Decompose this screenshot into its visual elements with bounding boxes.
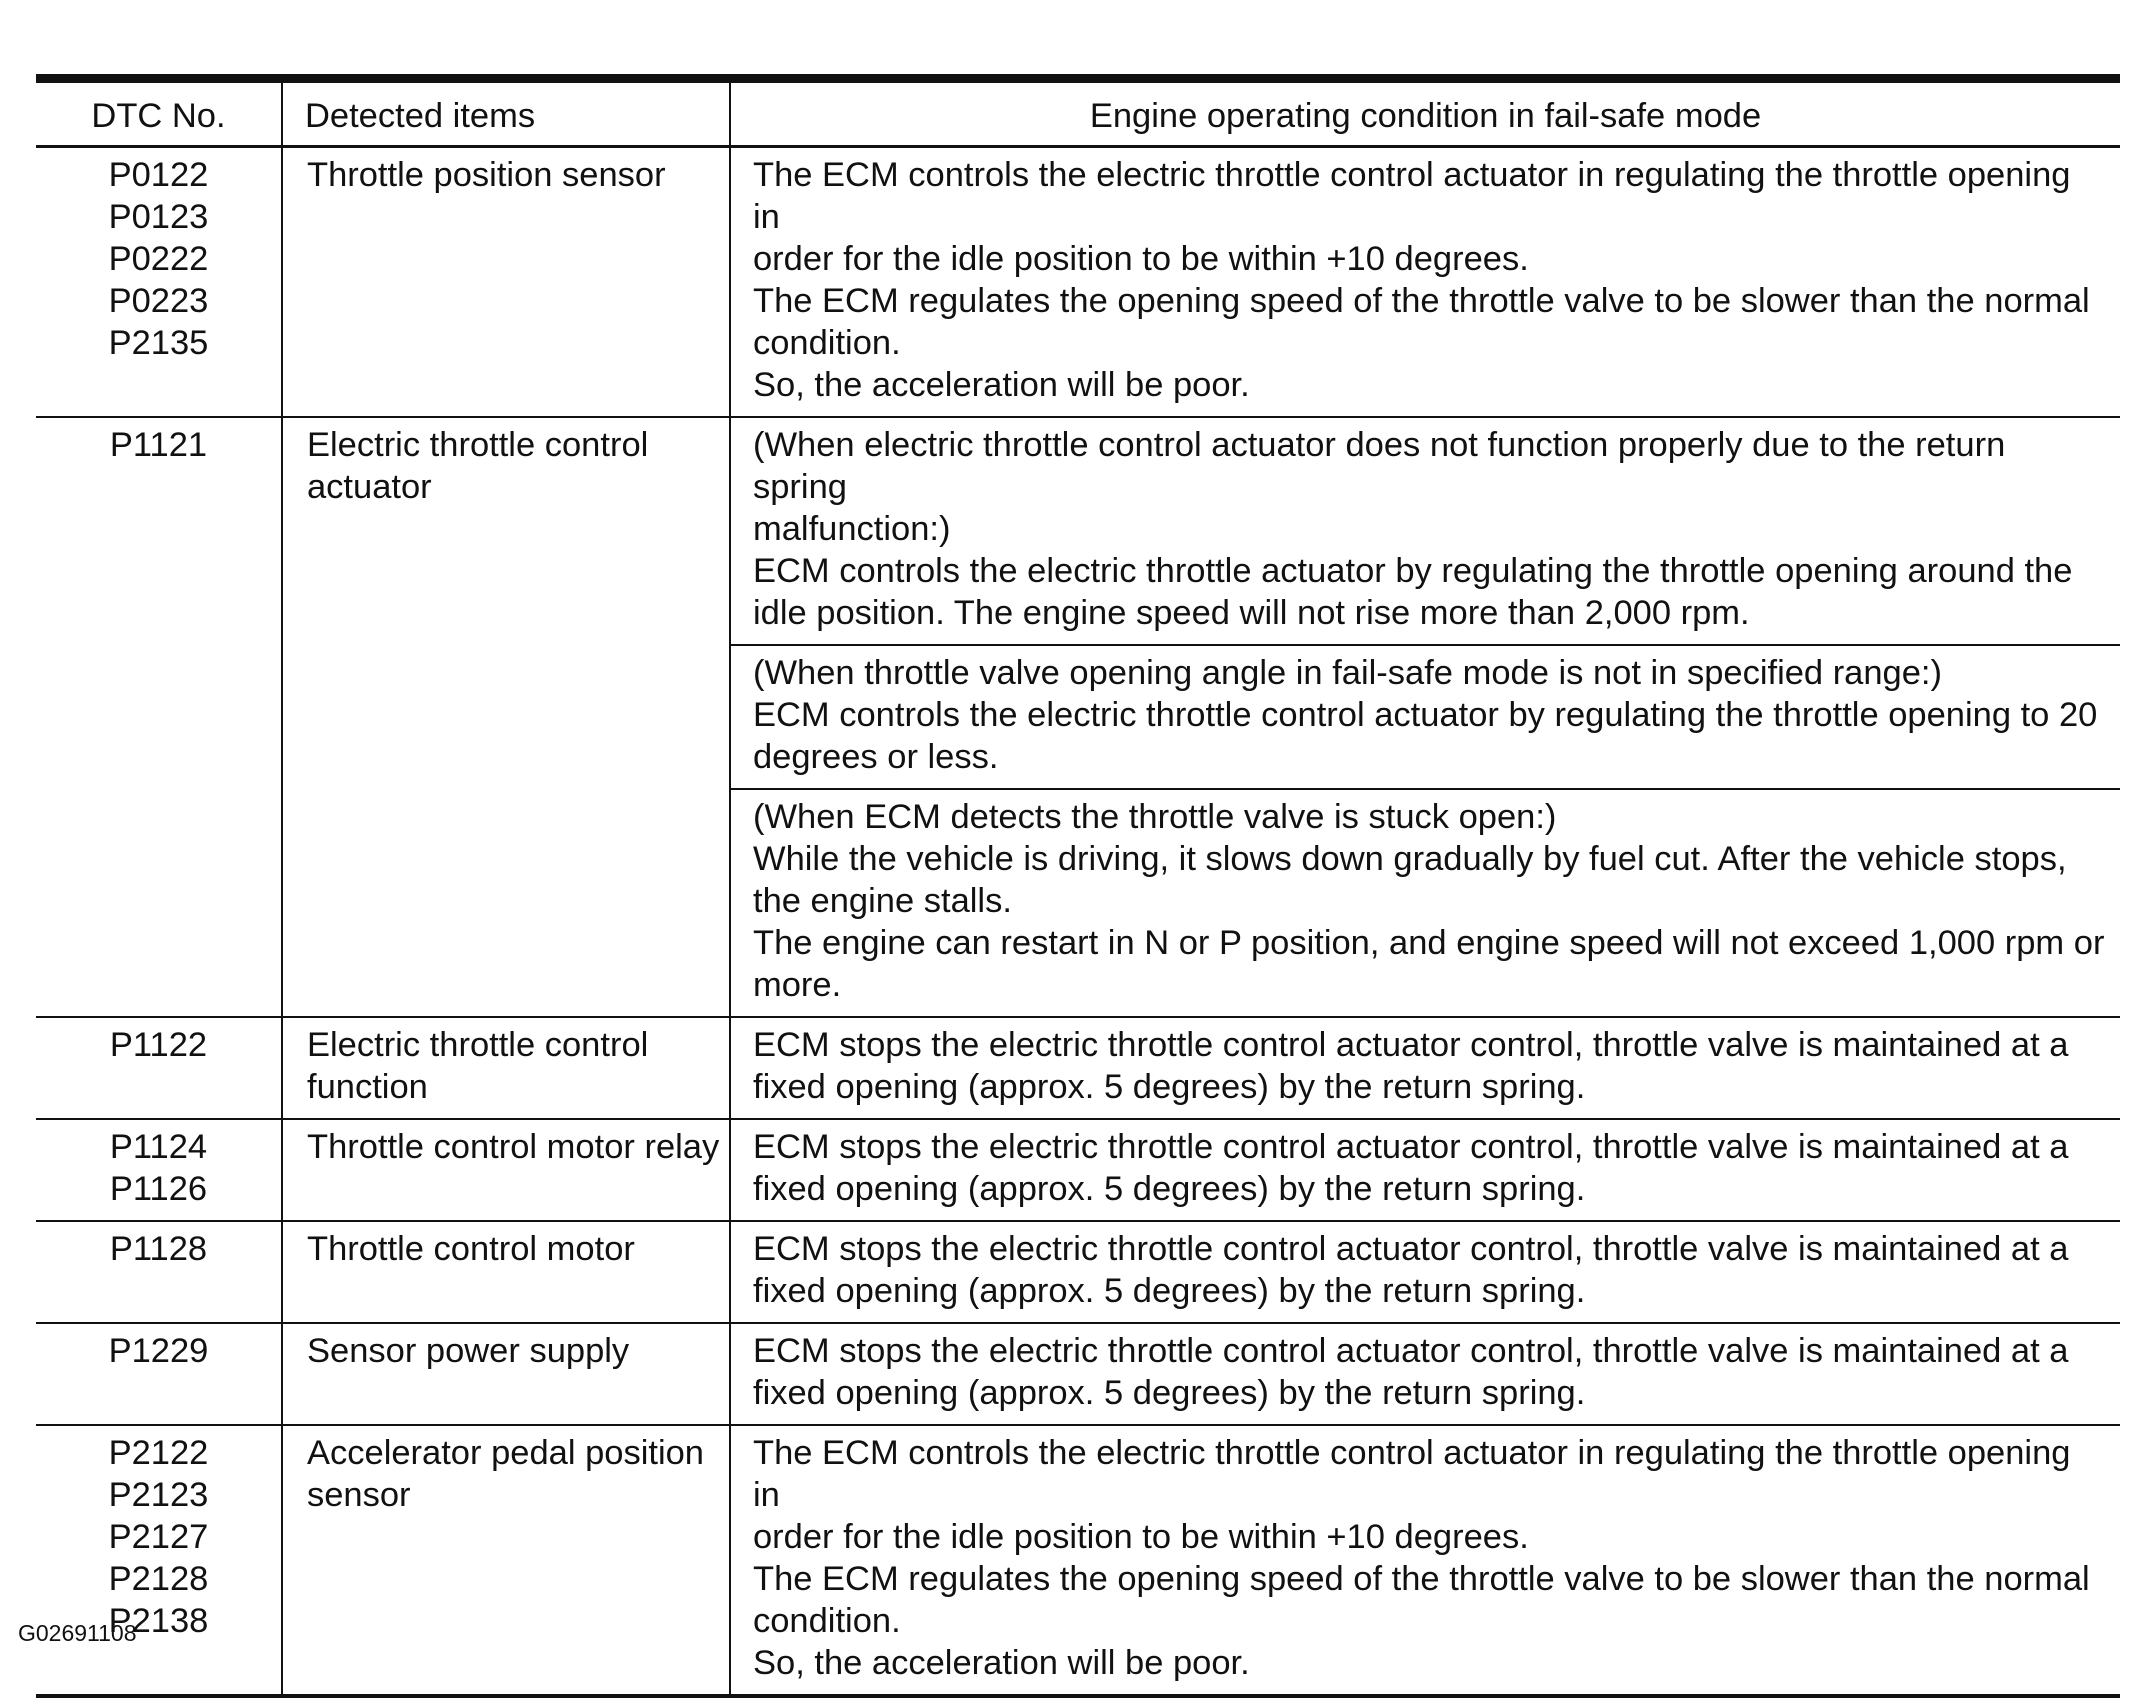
dtc-code: P2123: [108, 1476, 209, 1514]
condition-text: (When throttle valve opening angle in fail-safe mode is not in specified range:): [753, 654, 1943, 692]
condition-text: fixed opening (approx. 5 degrees) by the return spring.: [753, 1068, 1586, 1106]
condition-text: ECM stops the electric throttle control actuator control, throttle valve is maintained at a: [753, 1026, 2069, 1064]
condition-text: (When ECM detects the throttle valve is stuck open:): [753, 798, 1557, 836]
dtc-code-cell: [36, 1425, 282, 1696]
table-row: [36, 1119, 2120, 1221]
condition-text: (When electric throttle control actuator does not function properly due to the return spring: [753, 426, 2006, 506]
condition-text: The ECM controls the electric throttle control actuator in regulating the throttle opening in: [753, 156, 2071, 236]
condition-text: ECM stops the electric throttle control actuator control, throttle valve is maintained at a: [753, 1230, 2069, 1268]
condition-cell: [730, 1323, 2120, 1425]
condition-cell: [730, 645, 2120, 789]
dtc-code: P1229: [108, 1332, 209, 1370]
condition-cell: [730, 1119, 2120, 1221]
dtc-code: P1124: [109, 1128, 208, 1166]
detected-item-cell: [282, 147, 730, 418]
table-row: [36, 1017, 2120, 1119]
detected-item-text: function: [307, 1068, 428, 1106]
dtc-code: P2135: [108, 324, 209, 362]
condition-text: condition.: [753, 324, 901, 362]
detected-item-text: Throttle position sensor: [307, 156, 666, 194]
condition-cell: [730, 417, 2120, 645]
detected-item-cell: [282, 1221, 730, 1323]
detected-item-text: Sensor power supply: [307, 1332, 630, 1370]
condition-cell: [730, 147, 2120, 418]
dtc-code: P1122: [109, 1026, 208, 1064]
detected-item-text: Electric throttle control: [307, 426, 649, 464]
detected-item-text: Throttle control motor: [307, 1230, 635, 1268]
table-row: [36, 1221, 2120, 1323]
detected-item-text: actuator: [307, 468, 432, 506]
dtc-code: P1126: [109, 1170, 208, 1208]
detected-item-cell: [282, 1119, 730, 1221]
condition-text: condition.: [753, 1602, 901, 1640]
condition-text: fixed opening (approx. 5 degrees) by the return spring.: [753, 1272, 1586, 1310]
condition-text: ECM stops the electric throttle control actuator control, throttle valve is maintained at a: [753, 1332, 2069, 1370]
condition-cell: [730, 1221, 2120, 1323]
dtc-code: P2138: [108, 1602, 209, 1640]
dtc-code: P0222: [108, 240, 209, 278]
dtc-code: P2127: [108, 1518, 209, 1556]
condition-cell: [730, 1425, 2120, 1696]
figure-id: G02691108: [18, 1620, 137, 1646]
detected-item-text: Throttle control motor relay: [307, 1128, 720, 1166]
dtc-code-cell: [36, 1017, 282, 1119]
dtc-fail-safe-table: [36, 74, 2120, 1698]
condition-text: the engine stalls.: [753, 882, 1012, 920]
detected-item-cell: [282, 417, 730, 1017]
detected-item-text: Electric throttle control: [307, 1026, 649, 1064]
dtc-code-cell: [36, 1119, 282, 1221]
dtc-code-cell: [36, 147, 282, 418]
dtc-code-cell: [36, 417, 282, 1017]
detected-item-text: sensor: [307, 1476, 411, 1514]
condition-text: idle position. The engine speed will not rise more than 2,000 rpm.: [753, 594, 1750, 632]
header-engine-condition: Engine operating condition in fail-safe mode: [1089, 97, 1762, 135]
condition-text: ECM stops the electric throttle control actuator control, throttle valve is maintained at a: [753, 1128, 2069, 1166]
condition-text: The ECM regulates the opening speed of the throttle valve to be slower than the normal: [753, 1560, 2090, 1598]
condition-text: While the vehicle is driving, it slows down gradually by fuel cut. After the vehicle stops,: [753, 840, 2067, 878]
dtc-code: P1128: [109, 1230, 208, 1268]
condition-text: ECM controls the electric throttle control actuator by regulating the throttle opening to 20: [753, 696, 2098, 734]
condition-text: malfunction:): [753, 510, 951, 548]
table-row: [36, 147, 2120, 418]
table-row: [36, 1323, 2120, 1425]
dtc-code: P0122: [108, 156, 209, 194]
condition-text: order for the idle position to be within +10 degrees.: [753, 1518, 1529, 1556]
table-body: [36, 147, 2120, 1697]
dtc-code: P2122: [108, 1434, 209, 1472]
condition-text: The engine can restart in N or P position, and engine speed will not exceed 1,000 rpm or: [753, 924, 2105, 962]
table-row: [36, 1425, 2120, 1696]
detected-item-cell: [282, 1425, 730, 1696]
condition-cell: [730, 1017, 2120, 1119]
condition-text: fixed opening (approx. 5 degrees) by the return spring.: [753, 1374, 1586, 1412]
dtc-code: P0123: [108, 198, 209, 236]
condition-text: So, the acceleration will be poor.: [753, 366, 1250, 404]
header-detected-items: Detected items: [282, 79, 730, 147]
table-row: [36, 417, 2120, 645]
table-header-row: [36, 79, 2120, 147]
dtc-code-cell: [36, 1221, 282, 1323]
condition-text: degrees or less.: [753, 738, 999, 776]
dtc-code: P1121: [109, 426, 208, 464]
dtc-code: P0223: [108, 282, 209, 320]
condition-text: So, the acceleration will be poor.: [753, 1644, 1250, 1682]
condition-text: ECM controls the electric throttle actuator by regulating the throttle opening around the: [753, 552, 2073, 590]
dtc-document: [36, 74, 2120, 1698]
detected-item-cell: [282, 1017, 730, 1119]
dtc-code-cell: [36, 1323, 282, 1425]
condition-text: fixed opening (approx. 5 degrees) by the return spring.: [753, 1170, 1586, 1208]
condition-text: The ECM regulates the opening speed of the throttle valve to be slower than the normal: [753, 282, 2090, 320]
condition-text: more.: [753, 966, 842, 1004]
header-dtc-no: DTC No.: [36, 79, 282, 147]
condition-text: order for the idle position to be within +10 degrees.: [753, 240, 1529, 278]
detected-item-cell: [282, 1323, 730, 1425]
condition-text: The ECM controls the electric throttle control actuator in regulating the throttle opening in: [753, 1434, 2071, 1514]
condition-cell: [730, 789, 2120, 1017]
dtc-code: P2128: [108, 1560, 209, 1598]
detected-item-text: Accelerator pedal position: [307, 1434, 704, 1472]
